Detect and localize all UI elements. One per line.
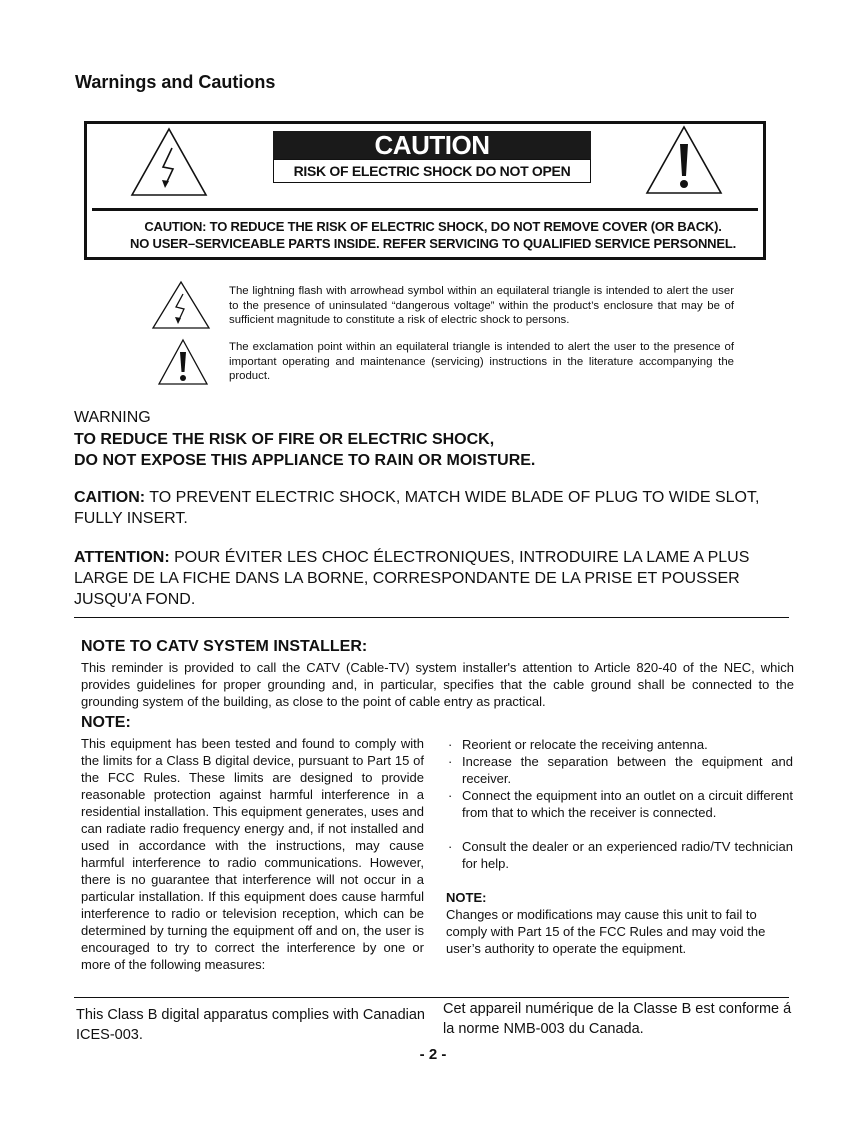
note-text: This equipment has been tested and found to comply with the limits for a Class B digital device, pursuant to Part 15 of the FCC Rules. These limits are designed to provide reasonable protection against harmful interference in a residential installation. This equipment generates, uses and can radiate radio frequency energy and, if not installed and used in accordance with the instructions, may cause harmful interference to radio communications. However, there is no guarantee that interference will not occur in a particular installation. If this equipment does cause harmful interference to radio or television reception, which can be determined by turning the equipment off and on, the user is encouraged to try to correct the interference by one or more of the following measures: <box>81 736 424 972</box>
note2-text: Changes or modifications may cause this unit to fail to comply with Part 15 of the FCC Rules and may void the user’s authority to operate the equipment. <box>446 907 766 956</box>
list-item <box>448 753 793 787</box>
bullet-mark: · <box>448 839 453 854</box>
warning-line-2: DO NOT EXPOSE THIS APPLIANCE TO RAIN OR MOISTURE. <box>74 452 536 469</box>
page-title: Warnings and Cautions <box>75 72 276 92</box>
bullet-mark: · <box>448 754 453 769</box>
caition-label: CAITION: <box>74 489 146 506</box>
bullet-text: Increase the separation between the equipment and receiver. <box>462 754 793 786</box>
note-heading: NOTE: <box>81 714 131 731</box>
bullet-text: Connect the equipment into an outlet on a circuit different from that to which the receiver is connected. <box>462 788 793 820</box>
bullet-text: Consult the dealer or an experienced radio/TV technician for help. <box>462 839 793 871</box>
attention-text: POUR ÉVITER LES CHOC ÉLECTRONIQUES, INTRODUIRE LA LAME A PLUS LARGE DE LA FICHE DANS LA BORNE, CORRESPONDANTE DE LA PRISE ET POUSSER JUSQU'A FOND. <box>74 549 750 608</box>
section-divider <box>74 617 789 618</box>
exclamation-warning-icon <box>644 124 724 196</box>
footer-divider <box>74 997 789 998</box>
catv-text: This reminder is provided to call the CATV (Cable-TV) system installer's attention to Article 820-40 of the NEC, which provides guidelines for proper grounding and, in particular, specifies that the cable ground shall be connected to the grounding system of the building, as close to the point of cable entry as practical. <box>81 660 794 709</box>
list-item <box>448 787 793 821</box>
lightning-symbol-icon <box>151 280 211 330</box>
page-number: - 2 - <box>419 1046 447 1063</box>
bullet-text: Reorient or relocate the receiving antenna. <box>462 737 708 752</box>
lightning-warning-icon <box>129 126 209 198</box>
caution-divider <box>92 208 758 211</box>
caution-subtitle: RISK OF ELECTRIC SHOCK DO NOT OPEN <box>273 159 591 183</box>
note2-heading: NOTE: <box>446 890 487 905</box>
caution-line-2: NO USER–SERVICEABLE PARTS INSIDE. REFER SERVICING TO QUALIFIED SERVICE PERSONNEL. <box>130 236 736 251</box>
bullet-mark: · <box>448 788 453 803</box>
exclamation-symbol-description: The exclamation point within an equilateral triangle is intended to alert the user to the presence of important operating and maintenance (servicing) instructions in the literature accompanying the product. <box>229 341 734 383</box>
footer-english: This Class B digital apparatus complies with Canadian ICES-003. <box>76 1007 425 1043</box>
attention-label: ATTENTION: <box>74 549 170 566</box>
caution-line-1: CAUTION: TO REDUCE THE RISK OF ELECTRIC SHOCK, DO NOT REMOVE COVER (OR BACK). <box>144 219 722 234</box>
bullet-mark: · <box>448 737 453 752</box>
warning-line-1: TO REDUCE THE RISK OF FIRE OR ELECTRIC SHOCK, <box>74 431 495 448</box>
caition-text: TO PREVENT ELECTRIC SHOCK, MATCH WIDE BLADE OF PLUG TO WIDE SLOT, FULLY INSERT. <box>74 489 760 527</box>
catv-heading: NOTE TO CATV SYSTEM INSTALLER: <box>81 638 368 655</box>
footer-french: Cet appareil numérique de la Classe B est conforme á la norme NMB-003 du Canada. <box>443 1001 792 1037</box>
exclamation-symbol-icon <box>157 338 209 386</box>
attention-paragraph <box>74 547 794 610</box>
list-item <box>448 838 793 872</box>
caution-title: CAUTION <box>273 131 591 159</box>
warning-label: WARNING <box>74 409 151 426</box>
list-item <box>448 736 793 753</box>
caition-paragraph <box>74 487 794 529</box>
lightning-symbol-description: The lightning flash with arrowhead symbol within an equilateral triangle is intended to alert the user to the presence of uninsulated “dangerous voltage” within the product’s enclosure that may be of sufficient magnitude to constitute a risk of electric shock to persons. <box>229 285 734 327</box>
